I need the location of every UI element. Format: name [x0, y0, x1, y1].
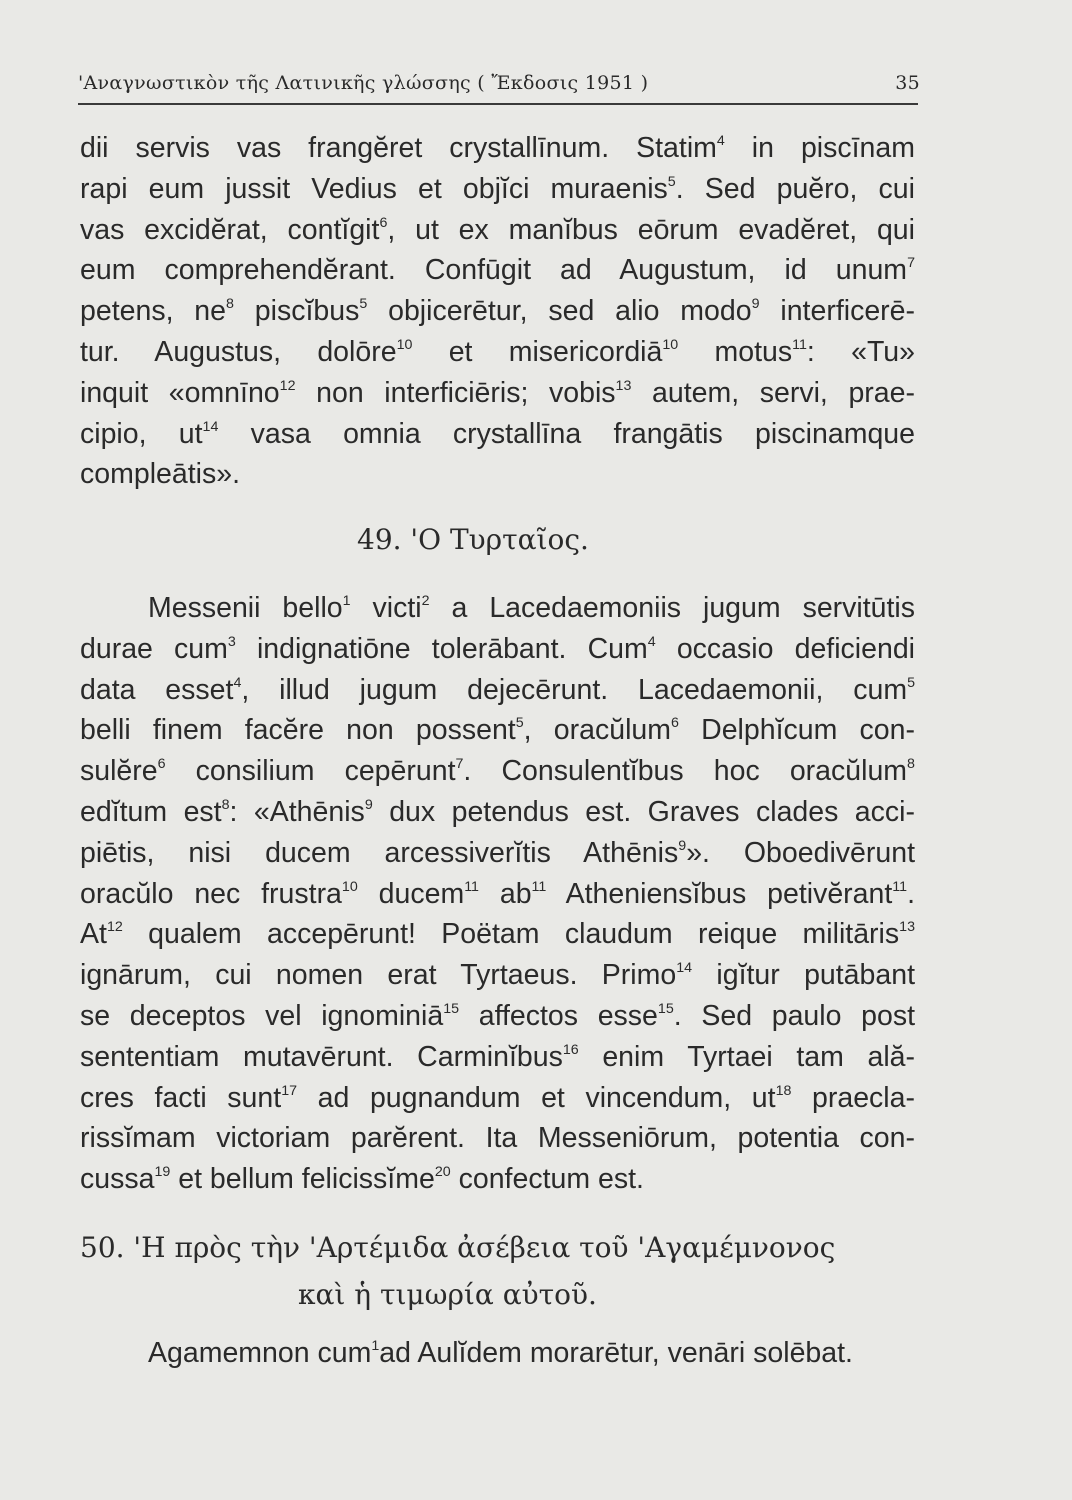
text-segment: et misericordiā — [412, 335, 663, 368]
text-line — [80, 588, 915, 629]
text-segment: Messenii bello — [148, 592, 343, 624]
text-segment: , illud jugum dejecērunt. Lacedaemonii, cum — [241, 673, 908, 706]
text-segment: praecla- — [791, 1081, 915, 1114]
footnote-ref: 18 — [775, 1082, 792, 1099]
text-segment: non interficiēris; vobis — [295, 376, 616, 409]
text-segment: victi — [350, 592, 422, 624]
section-49-title: 49. 'Ο Τυρταῖος. — [357, 523, 589, 556]
text-line — [80, 833, 915, 874]
text-line — [80, 210, 915, 251]
text-segment: inquit «omnīno — [80, 376, 280, 409]
text-line — [80, 1159, 915, 1200]
section-50-title-line2: καὶ ἡ τιμωρία αὐτοῦ. — [298, 1278, 597, 1311]
text-segment: rissĭmam victoriam parĕrent. Ita Messeniōrum, potentia con- — [80, 1122, 915, 1155]
footnote-ref: 4 — [716, 132, 725, 149]
text-segment: sententiam mutavērunt. Carminĭbus — [80, 1040, 563, 1073]
text-line — [80, 874, 915, 915]
text-line — [80, 373, 915, 414]
text-line — [80, 792, 915, 833]
text-segment: cres facti sunt — [80, 1081, 282, 1114]
footnote-ref: 6 — [379, 214, 388, 231]
text-segment: ad Aulĭdem morarētur, venāri solēbat. — [379, 1337, 853, 1369]
footnote-ref: 17 — [281, 1082, 298, 1099]
text-segment: vas excidĕrat, contĭgit — [80, 213, 380, 246]
text-segment: , ut ex manĭbus eōrum evadĕret, qui — [387, 213, 915, 246]
footnote-ref: 19 — [154, 1164, 171, 1181]
footnote-ref: 5 — [515, 715, 524, 732]
section-50-title-line1: 50. 'Η πρὸς τὴν 'Αρτέμιδα ἀσέβεια τοῦ 'Αγαμέμνονος — [80, 1231, 836, 1264]
footnote-ref: 8 — [907, 756, 915, 773]
footnote-ref: 6 — [157, 756, 166, 773]
text-segment: ». Oboedivērunt — [686, 836, 915, 869]
footnote-ref: 11 — [892, 878, 908, 895]
footnote-ref: 4 — [233, 674, 242, 691]
text-line — [80, 955, 915, 996]
text-segment: qualem accepērunt! Poëtam claudum reique militāris — [122, 918, 900, 951]
footnote-ref: 14 — [676, 960, 693, 977]
text-segment: in piscīnam — [724, 132, 915, 164]
text-line — [80, 1078, 915, 1119]
text-segment: autem, servi, prae- — [631, 376, 915, 409]
footnote-ref: 15 — [657, 1000, 674, 1017]
text-segment: ab — [478, 877, 532, 910]
footnote-ref: 9 — [678, 837, 687, 854]
text-line — [80, 169, 915, 210]
footnote-ref: 7 — [455, 756, 464, 773]
text-segment: objicerētur, sed alio modo — [367, 295, 752, 328]
footnote-ref: 10 — [396, 336, 413, 353]
paragraph-49-tyrtaeus — [80, 588, 915, 1200]
footnote-ref: 11 — [792, 336, 807, 353]
footnote-ref: 12 — [106, 919, 123, 936]
footnote-ref: 2 — [421, 592, 430, 609]
text-segment: igĭtur putābant — [692, 959, 916, 992]
text-segment: data esset — [80, 673, 234, 706]
footnote-ref: 13 — [899, 919, 915, 936]
text-segment: . Consulentĭbus hoc oracŭlum — [463, 755, 908, 788]
text-segment: cussa — [80, 1163, 155, 1196]
footnote-ref: 4 — [647, 633, 656, 650]
footnote-ref: 16 — [562, 1041, 579, 1058]
text-segment: cipio, ut — [80, 417, 203, 450]
text-line — [80, 1037, 915, 1078]
text-segment: edĭtum est — [80, 795, 222, 828]
text-segment: . Sed puĕro, cui — [675, 172, 915, 205]
paragraph-50-agamemnon — [80, 1333, 915, 1374]
footnote-ref: 1 — [371, 1337, 380, 1354]
text-segment: ad pugnandum et vincendum, ut — [297, 1081, 776, 1114]
text-line — [80, 710, 915, 751]
footnote-ref: 8 — [226, 296, 234, 313]
text-segment: belli finem facĕre non possent — [80, 714, 516, 747]
text-line — [80, 250, 915, 291]
text-segment: se deceptos vel ignominiā — [80, 999, 444, 1032]
text-line — [80, 670, 915, 711]
text-line — [80, 751, 915, 792]
text-line — [80, 332, 915, 373]
text-segment: petens, ne — [80, 295, 227, 328]
footnote-ref: 8 — [221, 796, 230, 813]
page-number: 35 — [895, 72, 920, 94]
text-segment: et bellum felicissĭme — [170, 1163, 435, 1196]
text-segment: . Sed paulo post — [673, 999, 915, 1032]
footnote-ref: 11 — [464, 878, 479, 895]
text-segment: enim Tyrtaei tam ală- — [578, 1040, 916, 1073]
footnote-ref: 5 — [667, 173, 676, 190]
text-segment: compleātis». — [80, 458, 240, 491]
text-segment: , oracŭlum — [523, 714, 671, 747]
text-segment: Atheniensĭbus petivĕrant — [546, 877, 893, 910]
header-rule — [78, 103, 918, 105]
text-segment: : «Athēnis — [229, 795, 365, 828]
footnote-ref: 5 — [359, 296, 368, 313]
footnote-ref: 10 — [662, 336, 679, 353]
text-segment: Agamemnon cum — [148, 1337, 372, 1369]
footnote-ref: 1 — [342, 592, 351, 609]
text-segment: eum comprehendĕrant. Confūgit ad Augustum, id unum — [80, 254, 908, 287]
text-line — [80, 291, 915, 332]
footnote-ref: 6 — [671, 715, 679, 732]
text-segment: interficerē- — [759, 295, 915, 328]
text-line — [80, 996, 915, 1037]
text-segment: durae cum — [80, 632, 228, 665]
footnote-ref: 12 — [279, 377, 296, 394]
text-segment: indignatiōne tolerābant. Cum — [235, 632, 648, 665]
text-segment: sulĕre — [80, 755, 158, 788]
footnote-ref: 14 — [202, 418, 219, 435]
text-segment: a Lacedaemoniis jugum servitūtis — [429, 592, 916, 624]
text-segment: Delphĭcum con- — [678, 714, 915, 747]
text-segment: . — [907, 877, 915, 910]
text-line — [80, 128, 915, 169]
text-segment: At — [80, 918, 107, 951]
running-title: 'Αναγνωστικὸν τῆς Λατινικῆς γλώσσης ( Ἔκδοσις 1951 ) — [78, 72, 649, 94]
text-segment: confectum est. — [450, 1163, 644, 1196]
text-segment: piētis, nisi ducem arcessiverĭtis Athēnis — [80, 836, 679, 869]
text-segment: tur. Augustus, dolōre — [80, 335, 397, 368]
footnote-ref: 20 — [434, 1164, 451, 1181]
text-segment: consilium cepērunt — [165, 755, 456, 788]
footnote-ref: 13 — [615, 377, 632, 394]
text-segment: motus — [678, 335, 793, 368]
footnote-ref: 11 — [531, 878, 547, 895]
text-segment: dux petendus est. Graves clades acci- — [372, 795, 915, 828]
text-segment: oracŭlo nec frustra — [80, 877, 342, 910]
text-segment: piscĭbus — [233, 295, 360, 328]
text-segment: dii servis vas frangĕret crystallīnum. Statim — [80, 132, 717, 164]
text-segment: rapi eum jussit Vedius et objĭci muraenis — [80, 172, 668, 205]
footnote-ref: 7 — [907, 255, 915, 272]
text-line — [80, 914, 915, 955]
text-segment: ignārum, cui nomen erat Tyrtaeus. Primo — [80, 959, 677, 992]
text-segment: vasa omnia crystallīna frangātis piscinamque — [218, 417, 915, 450]
footnote-ref: 9 — [364, 796, 373, 813]
footnote-ref: 3 — [227, 633, 236, 650]
text-line — [80, 1118, 915, 1159]
paragraph-48-continuation — [80, 128, 915, 495]
text-line — [80, 414, 915, 455]
text-segment: affectos esse — [459, 999, 658, 1032]
text-segment: occasio deficiendi — [655, 632, 916, 665]
text-segment: ducem — [357, 877, 465, 910]
text-line — [80, 1333, 915, 1374]
footnote-ref: 9 — [751, 296, 760, 313]
text-line — [80, 629, 915, 670]
footnote-ref: 10 — [341, 878, 358, 895]
text-segment: : «Tu» — [806, 335, 915, 368]
running-header — [78, 72, 920, 94]
footnote-ref: 15 — [443, 1000, 460, 1017]
text-line — [80, 454, 915, 495]
footnote-ref: 5 — [907, 674, 915, 691]
